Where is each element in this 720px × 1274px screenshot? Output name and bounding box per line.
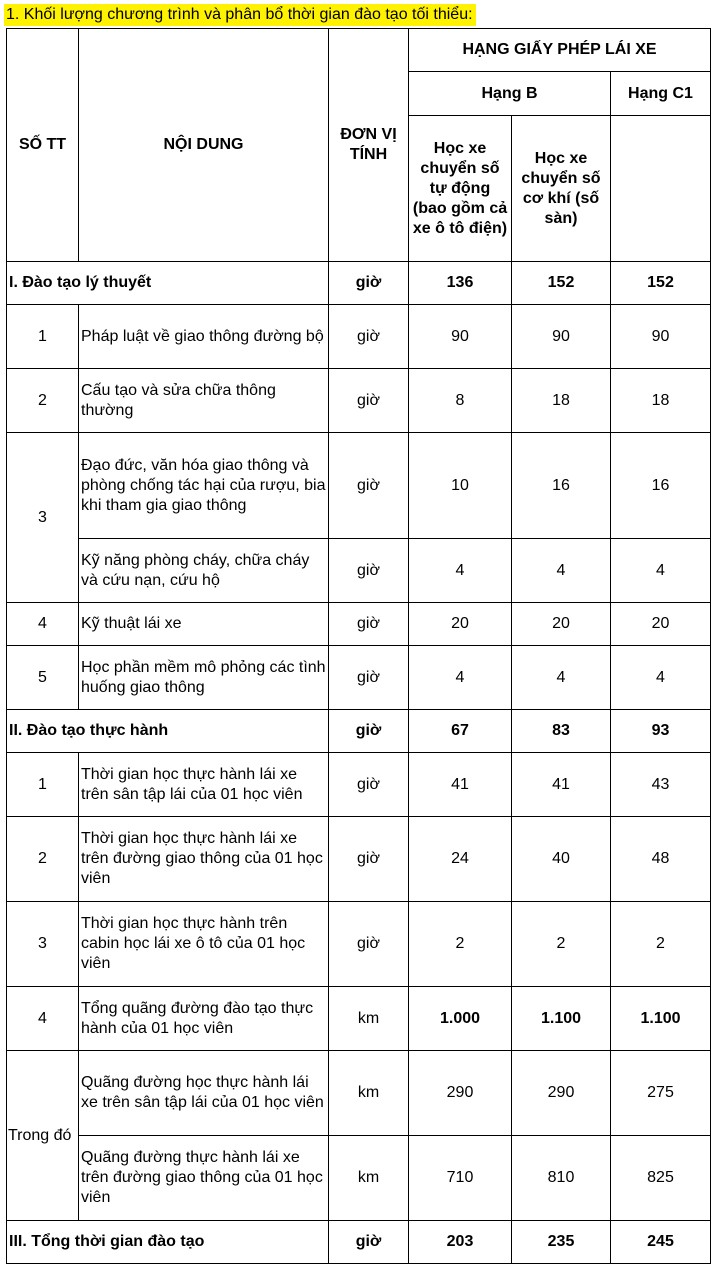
value-c1: 245 — [611, 1221, 711, 1264]
value-c1: 1.100 — [611, 987, 711, 1051]
table-row — [7, 902, 711, 987]
value-c1: 43 — [611, 753, 711, 817]
value-b-auto: 1.000 — [409, 987, 512, 1051]
table-row — [7, 987, 711, 1051]
unit-cell: giờ — [329, 902, 409, 987]
table-row — [7, 539, 711, 603]
value-b-manual: 83 — [512, 710, 611, 753]
header-b-co-khi: Học xe chuyển số cơ khí (số sàn) — [512, 116, 611, 262]
value-b-auto: 67 — [409, 710, 512, 753]
value-c1: 825 — [611, 1136, 711, 1221]
value-b-manual: 290 — [512, 1051, 611, 1136]
value-b-auto: 24 — [409, 817, 512, 902]
section-label: II. Đào tạo thực hành — [7, 710, 329, 753]
value-b-manual: 1.100 — [512, 987, 611, 1051]
unit-cell: giờ — [329, 646, 409, 710]
value-c1: 93 — [611, 710, 711, 753]
section-label: III. Tổng thời gian đào tạo — [7, 1221, 329, 1264]
content-cell: Quãng đường học thực hành lái xe trên sân tập lái của 01 học viên — [79, 1051, 329, 1136]
stt-cell: 3 — [7, 902, 79, 987]
value-b-auto: 8 — [409, 369, 512, 433]
value-b-manual: 152 — [512, 262, 611, 305]
section-row-theory — [7, 262, 711, 305]
header-stt: SỐ TT — [7, 29, 79, 262]
value-b-auto: 4 — [409, 646, 512, 710]
value-c1: 2 — [611, 902, 711, 987]
unit-cell: giờ — [329, 305, 409, 369]
value-c1: 20 — [611, 603, 711, 646]
content-cell: Quãng đường thực hành lái xe trên đường giao thông của 01 học viên — [79, 1136, 329, 1221]
table-row — [7, 753, 711, 817]
stt-cell: 5 — [7, 646, 79, 710]
table-row — [7, 369, 711, 433]
content-cell: Tổng quãng đường đào tạo thực hành của 01 học viên — [79, 987, 329, 1051]
value-c1: 152 — [611, 262, 711, 305]
header-hang-giay-phep: HẠNG GIẤY PHÉP LÁI XE — [409, 29, 711, 72]
table-row — [7, 1051, 711, 1136]
value-c1: 48 — [611, 817, 711, 902]
content-cell: Kỹ thuật lái xe — [79, 603, 329, 646]
header-don-vi: ĐƠN VỊ TÍNH — [329, 29, 409, 262]
training-table — [6, 28, 711, 1264]
header-hang-c1: Hạng C1 — [611, 72, 711, 116]
content-cell: Pháp luật về giao thông đường bộ — [79, 305, 329, 369]
document-title: 1. Khối lượng chương trình và phân bổ thời gian đào tạo tối thiểu: — [4, 4, 476, 26]
content-cell: Kỹ năng phòng cháy, chữa cháy và cứu nạn, cứu hộ — [79, 539, 329, 603]
stt-cell: 2 — [7, 817, 79, 902]
value-c1: 90 — [611, 305, 711, 369]
value-b-auto: 136 — [409, 262, 512, 305]
table-row — [7, 817, 711, 902]
stt-cell: 4 — [7, 603, 79, 646]
value-b-manual: 810 — [512, 1136, 611, 1221]
unit-cell: km — [329, 1051, 409, 1136]
value-b-auto: 710 — [409, 1136, 512, 1221]
stt-cell: 1 — [7, 753, 79, 817]
value-c1: 275 — [611, 1051, 711, 1136]
stt-cell: 2 — [7, 369, 79, 433]
unit-cell: giờ — [329, 262, 409, 305]
value-b-manual: 2 — [512, 902, 611, 987]
value-b-auto: 41 — [409, 753, 512, 817]
stt-cell: 4 — [7, 987, 79, 1051]
header-hang-b: Hạng B — [409, 72, 611, 116]
value-b-auto: 20 — [409, 603, 512, 646]
value-c1: 18 — [611, 369, 711, 433]
value-b-manual: 90 — [512, 305, 611, 369]
table-row — [7, 603, 711, 646]
value-b-auto: 290 — [409, 1051, 512, 1136]
table-row — [7, 305, 711, 369]
value-c1: 4 — [611, 539, 711, 603]
content-cell: Thời gian học thực hành lái xe trên đường giao thông của 01 học viên — [79, 817, 329, 902]
stt-cell: 3 — [7, 433, 79, 603]
unit-cell: km — [329, 987, 409, 1051]
section-row-practice — [7, 710, 711, 753]
unit-cell: giờ — [329, 710, 409, 753]
stt-cell: 1 — [7, 305, 79, 369]
value-b-auto: 4 — [409, 539, 512, 603]
table-row — [7, 646, 711, 710]
value-b-manual: 16 — [512, 433, 611, 539]
section-row-total — [7, 1221, 711, 1264]
value-c1: 16 — [611, 433, 711, 539]
value-b-auto: 203 — [409, 1221, 512, 1264]
value-b-manual: 40 — [512, 817, 611, 902]
content-cell: Cấu tạo và sửa chữa thông thường — [79, 369, 329, 433]
unit-cell: km — [329, 1136, 409, 1221]
unit-cell: giờ — [329, 753, 409, 817]
unit-cell: giờ — [329, 817, 409, 902]
table-row — [7, 1136, 711, 1221]
value-b-manual: 4 — [512, 539, 611, 603]
unit-cell: giờ — [329, 603, 409, 646]
header-row-1 — [7, 29, 711, 72]
content-cell: Thời gian học thực hành lái xe trên sân tập lái của 01 học viên — [79, 753, 329, 817]
value-b-manual: 235 — [512, 1221, 611, 1264]
value-b-manual: 4 — [512, 646, 611, 710]
value-b-manual: 20 — [512, 603, 611, 646]
header-c1-empty — [611, 116, 711, 262]
unit-cell: giờ — [329, 433, 409, 539]
value-b-manual: 18 — [512, 369, 611, 433]
header-noi-dung: NỘI DUNG — [79, 29, 329, 262]
value-c1: 4 — [611, 646, 711, 710]
table-row — [7, 433, 711, 539]
header-b-tu-dong: Học xe chuyển số tự động (bao gồm cả xe ô tô điện) — [409, 116, 512, 262]
content-cell: Thời gian học thực hành trên cabin học lái xe ô tô của 01 học viên — [79, 902, 329, 987]
value-b-manual: 41 — [512, 753, 611, 817]
value-b-auto: 2 — [409, 902, 512, 987]
value-b-auto: 90 — [409, 305, 512, 369]
content-cell: Đạo đức, văn hóa giao thông và phòng chống tác hại của rượu, bia khi tham gia giao thông — [79, 433, 329, 539]
unit-cell: giờ — [329, 539, 409, 603]
section-label: I. Đào tạo lý thuyết — [7, 262, 329, 305]
unit-cell: giờ — [329, 369, 409, 433]
value-b-auto: 10 — [409, 433, 512, 539]
unit-cell: giờ — [329, 1221, 409, 1264]
stt-cell: Trong đó — [7, 1051, 79, 1221]
content-cell: Học phần mềm mô phỏng các tình huống giao thông — [79, 646, 329, 710]
